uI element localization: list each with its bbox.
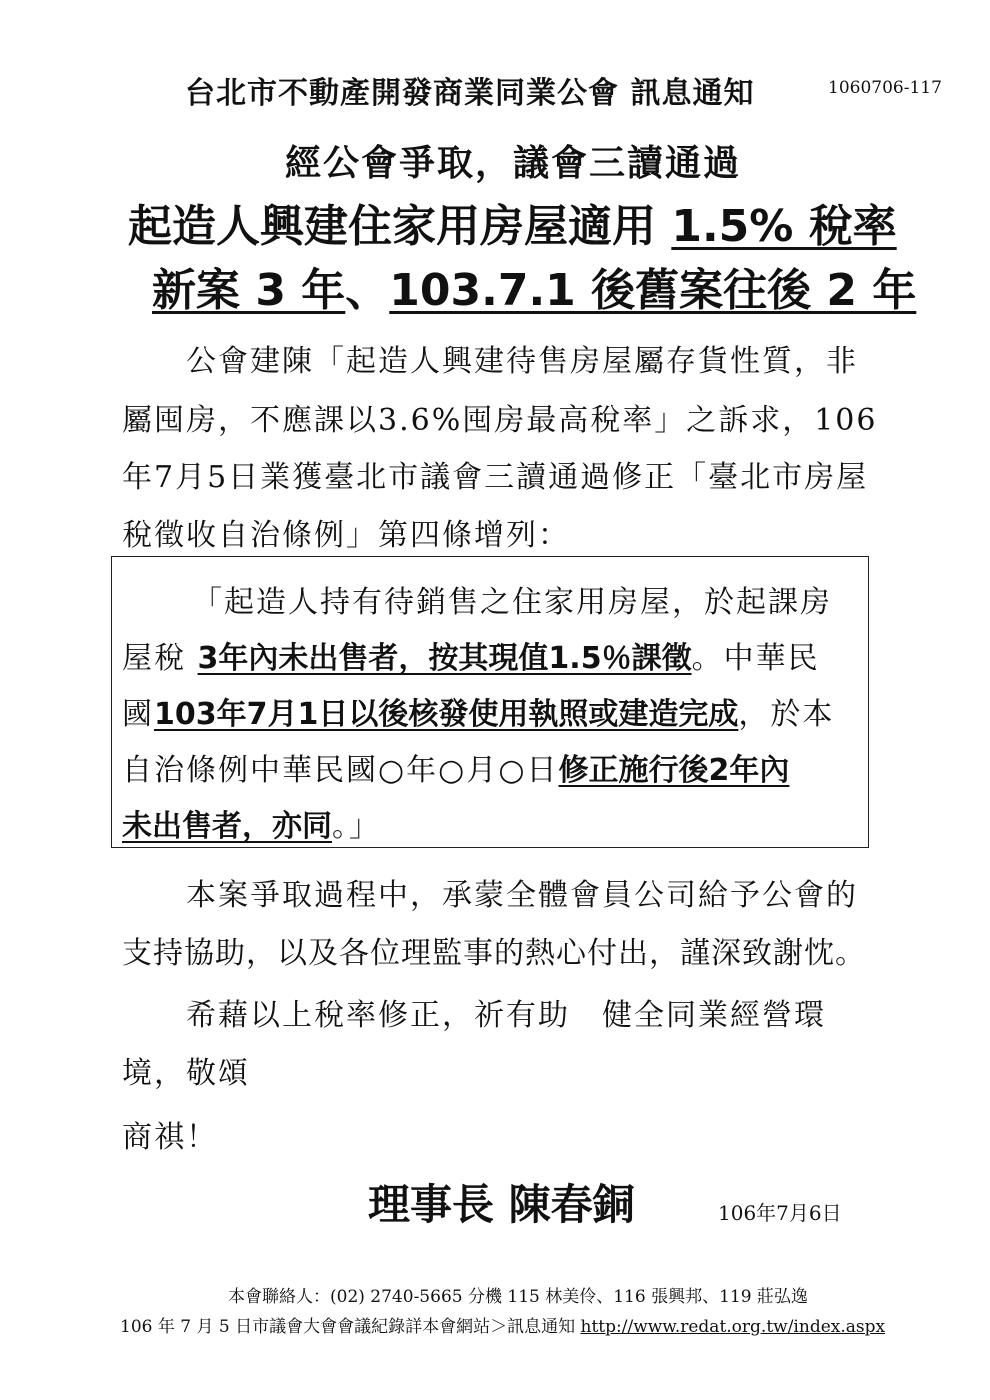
- paragraph-2-line-2: 支持協助，以及各位理監事的熱心付出，謹深致謝忱。: [122, 936, 866, 971]
- signature-date: 106年7月6日: [718, 1201, 842, 1225]
- closing-salutation: 商祺！: [122, 1120, 218, 1155]
- footer-note-text: 106 年 7 月 5 日市議會大會會議紀錄詳本會網站＞訊息通知: [120, 1317, 581, 1337]
- headline-rate: 1.5% 稅率: [671, 201, 897, 252]
- box-line-4-prefix: 自治條例中華民國○年○月○日: [122, 753, 559, 788]
- footer-contact: 本會聯絡人：(02) 2740-5665 分機 115 林美伶、116 張興邦、119 莊弘逸: [228, 1287, 808, 1307]
- footer-note: [120, 1312, 885, 1337]
- footer-url-link[interactable]: http://www.redat.org.tw/index.aspx: [580, 1317, 886, 1337]
- box-line-2-emphasis: 3年內未出售者，按其現值1.5％課徵: [197, 641, 692, 676]
- subtitle: 經公會爭取，議會三讀通過: [285, 143, 742, 184]
- paragraph-1-line-3: 年7月5日業獲臺北市議會三讀通過修正「臺北市房屋: [122, 460, 869, 495]
- box-line-3-emphasis: 103年7月1日以後核發使用執照或建造完成: [154, 697, 739, 732]
- quoted-amendment-box: [111, 556, 869, 848]
- paragraph-3-line-1: 希藉以上稅率修正，祈有助 健全同業經營環: [186, 998, 826, 1033]
- headline-line-1: [128, 190, 897, 254]
- box-line-5-emphasis: 未出售者，亦同: [122, 809, 332, 844]
- paragraph-1-line-4: 稅徵收自治條例」第四條增列：: [122, 518, 570, 553]
- box-line-5: [122, 801, 381, 845]
- header-title: 台北市不動產開發商業同業公會 訊息通知: [185, 76, 755, 111]
- box-line-3: [122, 689, 834, 733]
- box-line-3-prefix: 國: [122, 697, 154, 732]
- box-line-1: 「起造人持有待銷售之住家用房屋，於起課房: [192, 585, 832, 620]
- headline-old-cases: 103.7.1 後舊案往後 2 年: [389, 265, 917, 316]
- headline-line-2: [152, 254, 916, 318]
- headline-text: 起造人興建住家用房屋適用: [128, 201, 672, 252]
- box-line-3-suffix: ，於本: [738, 697, 835, 732]
- box-line-2-suffix: 。中華民: [691, 641, 820, 676]
- box-line-5-suffix: 。」: [332, 809, 381, 844]
- paragraph-2-line-1: 本案爭取過程中，承蒙全體會員公司給予公會的: [186, 878, 858, 913]
- box-line-4: [122, 745, 789, 789]
- paragraph-1-line-2: 屬囤房，不應課以3.6%囤房最高稅率」之訴求，106: [122, 403, 878, 438]
- headline-separator: 、: [345, 265, 390, 316]
- box-line-2-prefix: 屋稅: [122, 641, 198, 676]
- signature-name: 理事長 陳春銅: [368, 1180, 635, 1229]
- box-line-4-emphasis: 修正施行後2年內: [558, 753, 790, 788]
- headline-new-cases: 新案 3 年: [152, 265, 346, 316]
- paragraph-1-line-1: 公會建陳「起造人興建待售房屋屬存貨性質，非: [186, 344, 858, 379]
- box-line-2: [122, 633, 820, 677]
- document-number: 1060706-117: [828, 78, 942, 98]
- paragraph-3-line-2: 境，敬頌: [122, 1056, 250, 1091]
